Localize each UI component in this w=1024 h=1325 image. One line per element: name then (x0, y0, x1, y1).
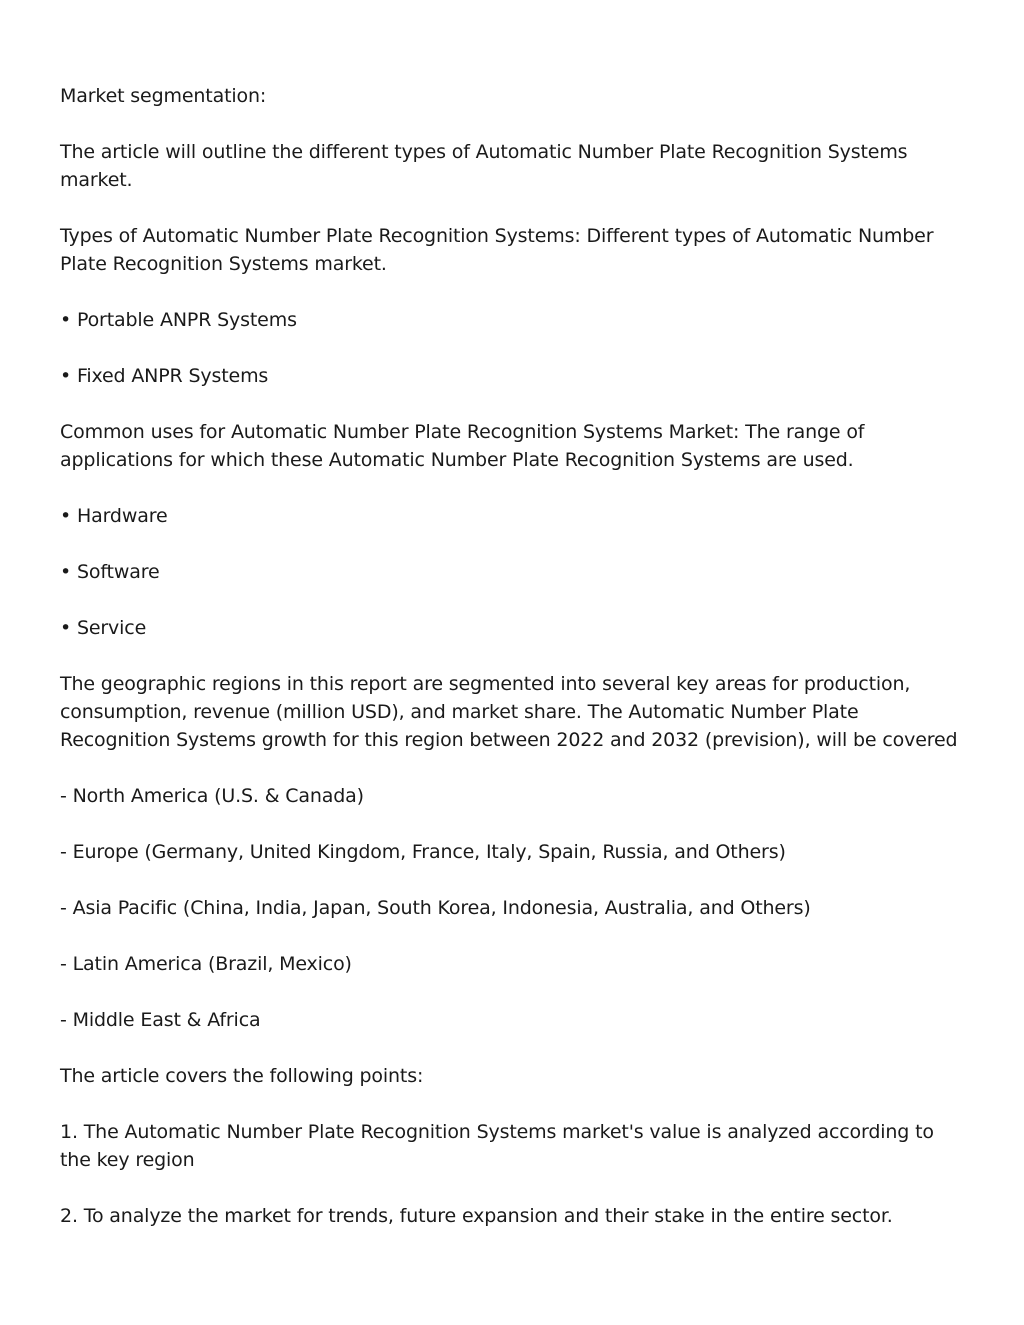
list-item-hardware: • Hardware (60, 505, 168, 527)
types-paragraph: Types of Automatic Number Plate Recognition Systems: Different types of Automatic Number Plate Recognition Systems market. (60, 225, 934, 275)
section-heading-market-segmentation: Market segmentation: (60, 85, 267, 107)
point-2: 2. To analyze the market for trends, future expansion and their stake in the entire sector. (60, 1205, 893, 1227)
list-item-software: • Software (60, 561, 160, 583)
region-asia-pacific: - Asia Pacific (China, India, Japan, South Korea, Indonesia, Australia, and Others) (60, 897, 811, 919)
region-middle-east-africa: - Middle East & Africa (60, 1009, 261, 1031)
points-heading: The article covers the following points: (60, 1065, 424, 1087)
list-item-fixed-anpr: • Fixed ANPR Systems (60, 365, 269, 387)
region-latin-america: - Latin America (Brazil, Mexico) (60, 953, 352, 975)
region-europe: - Europe (Germany, United Kingdom, France, Italy, Spain, Russia, and Others) (60, 841, 786, 863)
region-north-america: - North America (U.S. & Canada) (60, 785, 364, 807)
list-item-service: • Service (60, 617, 147, 639)
document-page (60, 82, 965, 1258)
intro-paragraph: The article will outline the different types of Automatic Number Plate Recognition Systems market. (60, 141, 908, 191)
list-item-portable-anpr: • Portable ANPR Systems (60, 309, 297, 331)
regions-paragraph: The geographic regions in this report are segmented into several key areas for production, consumption, revenue (million USD), and market share. The Automatic Number Plate Recognition Systems growth for this region between 2022 and 2032 (prevision), will be covered (60, 673, 958, 751)
point-1: 1. The Automatic Number Plate Recognition Systems market's value is analyzed according to the key region (60, 1121, 934, 1171)
uses-paragraph: Common uses for Automatic Number Plate Recognition Systems Market: The range of applications for which these Automatic Number Plate Recognition Systems are used. (60, 421, 865, 471)
